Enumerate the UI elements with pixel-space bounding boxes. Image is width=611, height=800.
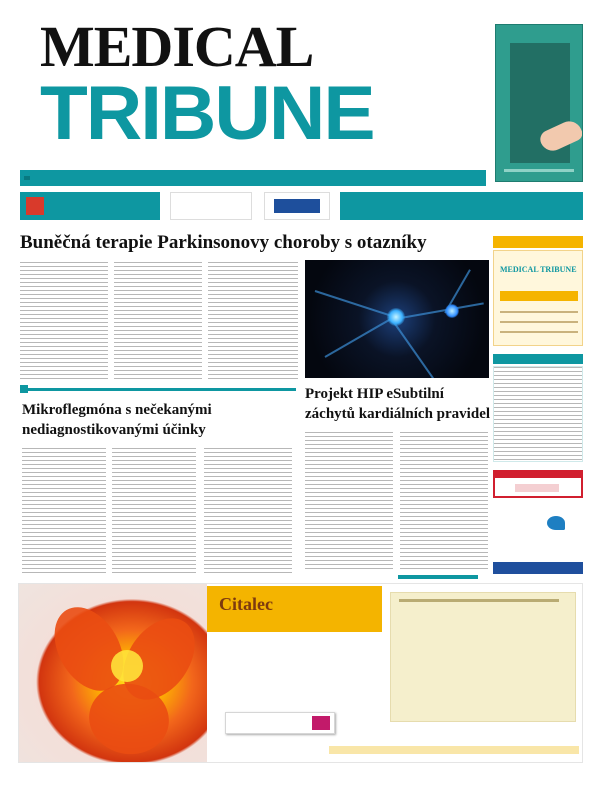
mid-article-column-1: [22, 448, 106, 574]
advert-footer-strip: [329, 746, 579, 754]
masthead-title-tribune: TRIBUNE: [40, 71, 374, 156]
mid-headline[interactable]: Mikroflegmóna s nečekanými nediagnostikovanými účinky: [22, 402, 212, 438]
sidebar-red-button[interactable]: [515, 484, 559, 492]
advert-product-pack: [225, 712, 335, 734]
promo-3-logo-icon: [274, 199, 320, 213]
masthead-title-medical: MEDICAL: [40, 14, 314, 79]
advert-info-panel: [390, 592, 576, 722]
sidebar-box-band: [500, 291, 578, 301]
sidebar-box-line: [500, 321, 578, 323]
neuron-axon: [395, 302, 484, 320]
promo-banner-4[interactable]: [340, 192, 583, 220]
sidebar-red-band: [493, 470, 583, 478]
promo-banner-1[interactable]: [20, 192, 160, 220]
issue-info-line: [20, 156, 486, 166]
sidebar-text-box: [493, 366, 583, 462]
mid-article-column-3: [204, 448, 292, 574]
neuron-axon: [392, 320, 434, 378]
cover-caption-line: [504, 169, 574, 172]
main-article-column-2: [114, 262, 202, 380]
right-headline[interactable]: Projekt HIP eSubtilní záchytů kardiálních pravidel: [305, 386, 491, 422]
main-headline[interactable]: Buněčná terapie Parkinsonovy choroby s otazníky: [20, 232, 427, 253]
masthead-cover-image: [495, 24, 583, 182]
neuron-photo: [305, 260, 489, 378]
neuron-cell-body: [387, 308, 405, 326]
neuron-axon: [325, 316, 395, 358]
advert-brand-name: Citalec: [219, 594, 273, 614]
sidebar-promo-box[interactable]: [493, 250, 583, 346]
advert-product-panel: [207, 584, 382, 762]
advert-info-heading: [399, 599, 559, 602]
sidebar-yellow-header: [493, 236, 583, 248]
promo-banner-3[interactable]: [264, 192, 330, 220]
sidebar-box-line: [500, 331, 578, 333]
bottom-advert[interactable]: [18, 583, 583, 763]
neuron-cell-body: [445, 304, 459, 318]
flower-center: [111, 650, 143, 682]
section-bar: [20, 170, 486, 186]
promo-1-logo-icon: [26, 197, 44, 215]
section-bar-label: [24, 176, 30, 180]
promo-banner-2[interactable]: [170, 192, 252, 220]
masthead-side-text: [18, 24, 32, 136]
right-article-column-1: [305, 432, 393, 572]
mid-article-marker: [20, 385, 28, 393]
advert-flower-image: [19, 584, 207, 762]
mid-article-column-2: [112, 448, 196, 574]
sidebar-brand-logo-icon: [547, 516, 565, 530]
promo-row: [20, 192, 583, 222]
main-article-column-1: [20, 262, 108, 380]
sidebar-box-line: [500, 311, 578, 313]
sidebar-logo-box: [493, 504, 583, 556]
article-end-strip: [398, 575, 478, 579]
sidebar-box-title: MEDICAL TRIBUNE: [500, 265, 577, 274]
sidebar-teal-header: [493, 354, 583, 364]
right-article-column-2: [400, 432, 488, 572]
sidebar-blue-bar[interactable]: [493, 562, 583, 574]
main-article-column-3: [208, 262, 298, 380]
